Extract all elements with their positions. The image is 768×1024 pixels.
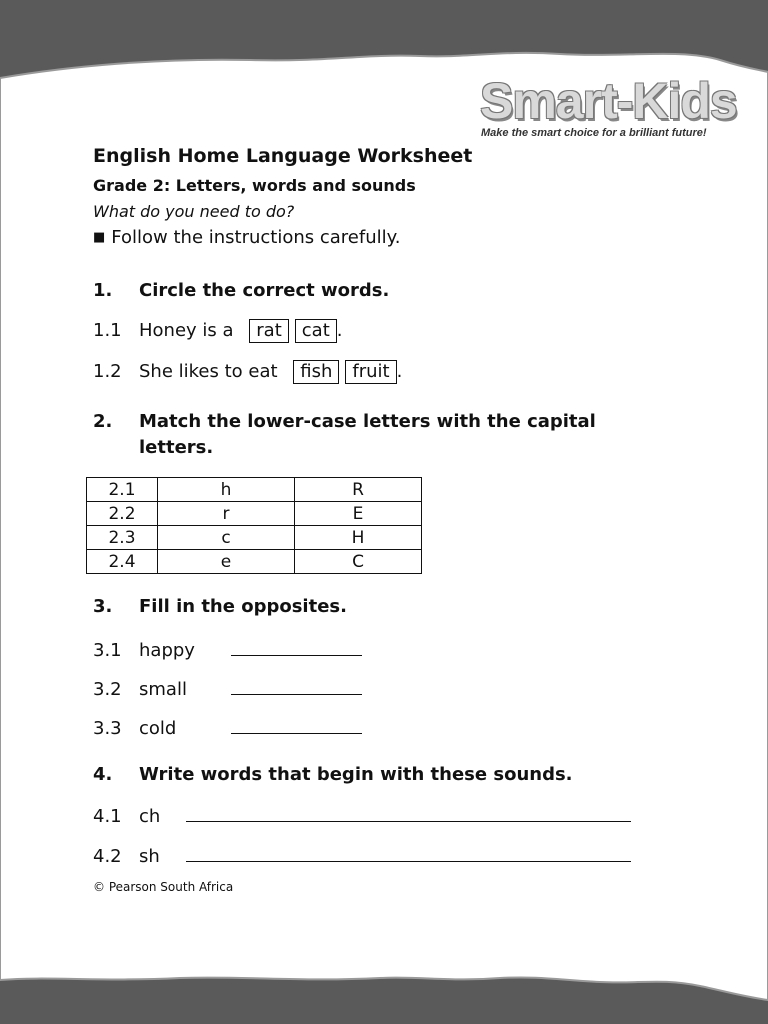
- row-number: 2.3: [87, 526, 158, 550]
- q3-item-2: [93, 676, 362, 700]
- q2-number: 2.: [93, 411, 113, 432]
- table-row: [87, 550, 422, 574]
- option-rat[interactable]: rat: [249, 319, 289, 343]
- capital-letter[interactable]: C: [295, 550, 422, 574]
- row-number: 2.4: [87, 550, 158, 574]
- lower-case-letter[interactable]: e: [158, 550, 295, 574]
- copyright: © Pearson South Africa: [93, 880, 234, 894]
- table-row: [87, 526, 422, 550]
- item-text: Honey is a: [139, 320, 234, 341]
- q4-item-1: [93, 803, 631, 827]
- item-sound: ch: [139, 806, 161, 827]
- q4-item-2: [93, 843, 631, 867]
- q1-heading: [93, 280, 389, 301]
- q1-item-2: 1.2 She likes to eat fish fruit .: [93, 361, 403, 382]
- answer-blank[interactable]: [231, 676, 362, 695]
- item-number: 1.1: [93, 320, 122, 341]
- item-word: cold: [139, 718, 177, 739]
- q3-item-1: [93, 637, 362, 661]
- lower-case-letter[interactable]: h: [158, 478, 295, 502]
- table-row: [87, 502, 422, 526]
- brand-tagline: Make the smart choice for a brilliant future!: [481, 127, 707, 139]
- q1-number: 1.: [93, 280, 113, 301]
- q4-heading: [93, 764, 573, 785]
- instruction-text: Follow the instructions carefully.: [111, 227, 401, 248]
- answer-blank[interactable]: [231, 715, 362, 734]
- instructions-heading: What do you need to do?: [93, 202, 295, 221]
- item-sound: sh: [139, 846, 160, 867]
- q3-text: Fill in the opposites.: [139, 596, 347, 617]
- q1-item-1: 1.1 Honey is a rat cat .: [93, 320, 343, 341]
- item-word: happy: [139, 640, 195, 661]
- item-number: 3.2: [93, 679, 122, 700]
- q1-text: Circle the correct words.: [139, 280, 390, 301]
- row-number: 2.1: [87, 478, 158, 502]
- capital-letter[interactable]: R: [295, 478, 422, 502]
- option-fruit[interactable]: fruit: [345, 360, 396, 384]
- table-row: [87, 478, 422, 502]
- row-number: 2.2: [87, 502, 158, 526]
- capital-letter[interactable]: E: [295, 502, 422, 526]
- instruction-bullet: [93, 227, 400, 248]
- item-word: small: [139, 679, 187, 700]
- capital-letter[interactable]: H: [295, 526, 422, 550]
- bullet-square-icon: ■: [93, 230, 106, 245]
- option-cat[interactable]: cat: [295, 319, 337, 343]
- q3-heading: [93, 596, 347, 617]
- q2-text-line2: letters.: [139, 437, 214, 458]
- lower-case-letter[interactable]: r: [158, 502, 295, 526]
- item-text: She likes to eat: [139, 361, 278, 382]
- option-fish[interactable]: fish: [293, 360, 339, 384]
- q4-number: 4.: [93, 764, 113, 785]
- item-number: 3.3: [93, 718, 122, 739]
- lower-case-letter[interactable]: c: [158, 526, 295, 550]
- answer-blank[interactable]: [186, 803, 631, 822]
- q4-text: Write words that begin with these sounds.: [139, 764, 573, 785]
- q2-text-line1: Match the lower-case letters with the capital: [139, 411, 596, 432]
- brand-logo: Smart-Kids: [480, 73, 737, 129]
- item-number: 4.2: [93, 846, 122, 867]
- q3-item-3: [93, 715, 362, 739]
- worksheet-title: English Home Language Worksheet: [93, 145, 473, 167]
- q2-heading: [93, 411, 596, 432]
- item-number: 1.2: [93, 361, 122, 382]
- item-number: 3.1: [93, 640, 122, 661]
- answer-blank[interactable]: [186, 843, 631, 862]
- match-table: [86, 477, 422, 574]
- answer-blank[interactable]: [231, 637, 362, 656]
- item-number: 4.1: [93, 806, 122, 827]
- worksheet-subtitle: Grade 2: Letters, words and sounds: [93, 176, 416, 195]
- q3-number: 3.: [93, 596, 113, 617]
